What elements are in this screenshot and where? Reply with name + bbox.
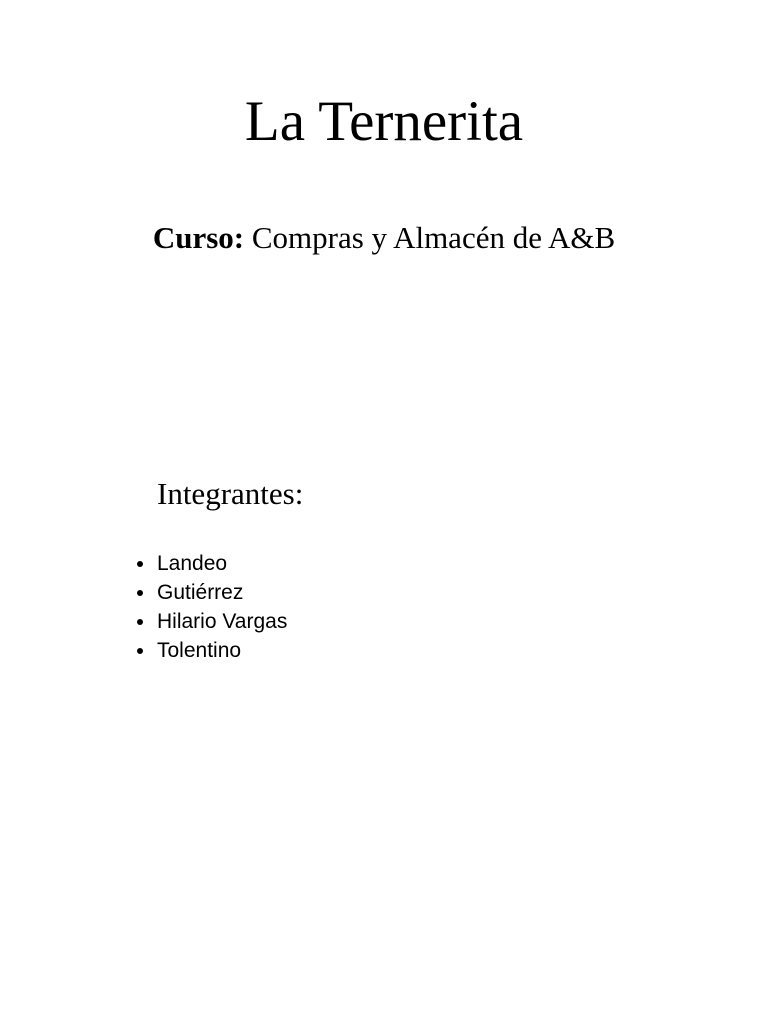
members-heading: Integrantes: <box>157 476 304 511</box>
list-item <box>0 636 287 665</box>
list-item <box>0 578 287 607</box>
course-line <box>0 218 768 258</box>
course-label: Curso: <box>152 220 245 255</box>
bullet-icon <box>137 619 143 625</box>
member-name: Hilario Vargas <box>157 610 288 633</box>
bullet-icon <box>137 561 143 567</box>
document-title: La Ternerita <box>244 90 524 153</box>
member-name: Landeo <box>157 552 228 575</box>
list-item <box>0 607 287 636</box>
bullet-icon <box>137 648 143 654</box>
list-item <box>0 549 287 578</box>
course-name: Compras y Almacén de A&B <box>251 220 616 255</box>
bullet-icon <box>137 590 143 596</box>
members-list <box>0 549 287 665</box>
member-name: Gutiérrez <box>157 581 244 604</box>
member-name: Tolentino <box>157 639 242 662</box>
